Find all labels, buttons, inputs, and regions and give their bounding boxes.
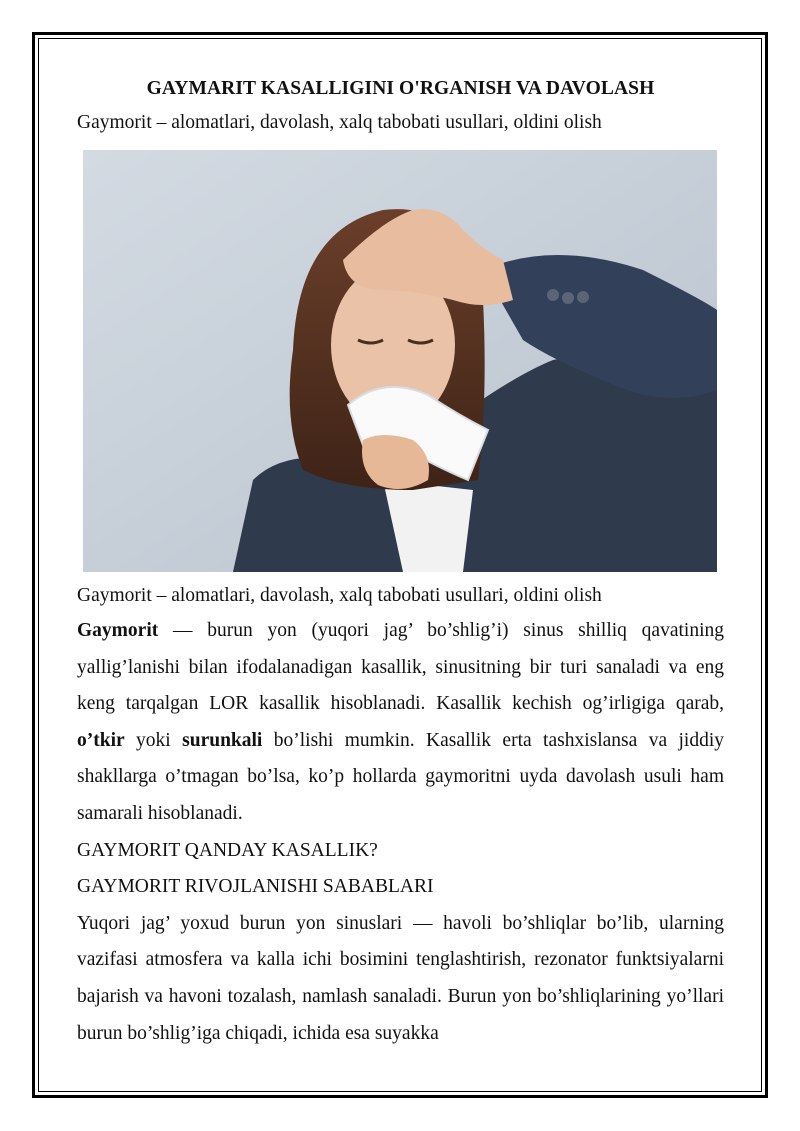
document-body (77, 72, 724, 1052)
term-chronic: surunkali (182, 729, 263, 751)
paragraph-sinuses: Yuqori jag’ yoxud burun yon sinuslari — havoli bo’shliqlar bo’lib, ularning vazifasi atmosfera va kalla ichi bosimini tenglashtirish, rezonator funktsiyalarni bajarish va havoni tozalash, namlash sanaladi. Burun yon bo’shliqlarining yo’llari burun bo’shlig’iga chiqadi, ichida esa suyakka (77, 912, 724, 1044)
document-subtitle: Gaymorit – alomatlari, davolash, xalq tabobati usullari, oldini olish (77, 112, 602, 133)
paragraph-definition (77, 613, 724, 833)
article-photo (83, 150, 717, 572)
woman-sneezing-illustration (83, 150, 717, 572)
section-heading-what-is: GAYMORIT QANDAY KASALLIK? (77, 839, 378, 861)
term-acute: o’tkir (77, 729, 125, 751)
paragraph-text: — burun yon (yuqori jag’ bo’shlig’i) sinus shilliq qavatining yallig’lanishi bilan ifodalanadigan kasallik, sinusitning bir turi sanaladi va eng keng tarqalgan LOR kasallik hisoblanadi. Kasallik kechish og’irligiga qarab, (77, 620, 724, 715)
section-heading-causes: GAYMORIT RIVOJLANISHI SABABLARI (77, 876, 434, 898)
paragraph-text: yoki (124, 729, 183, 751)
document-title: GAYMARIT KASALLIGINI O'RGANISH VA DAVOLASH (146, 78, 655, 99)
paragraph-text: bo’lishi mumkin. Kasallik erta tashxislansa va jiddiy shakllarga o’tmagan bo’lsa, ko’p hollarda gaymoritni uyda davolash usuli ham samarali hisoblanadi. (77, 729, 725, 824)
term-gaymorit: Gaymorit (77, 620, 159, 641)
photo-caption: Gaymorit – alomatlari, davolash, xalq tabobati usullari, oldini olish (77, 585, 602, 606)
